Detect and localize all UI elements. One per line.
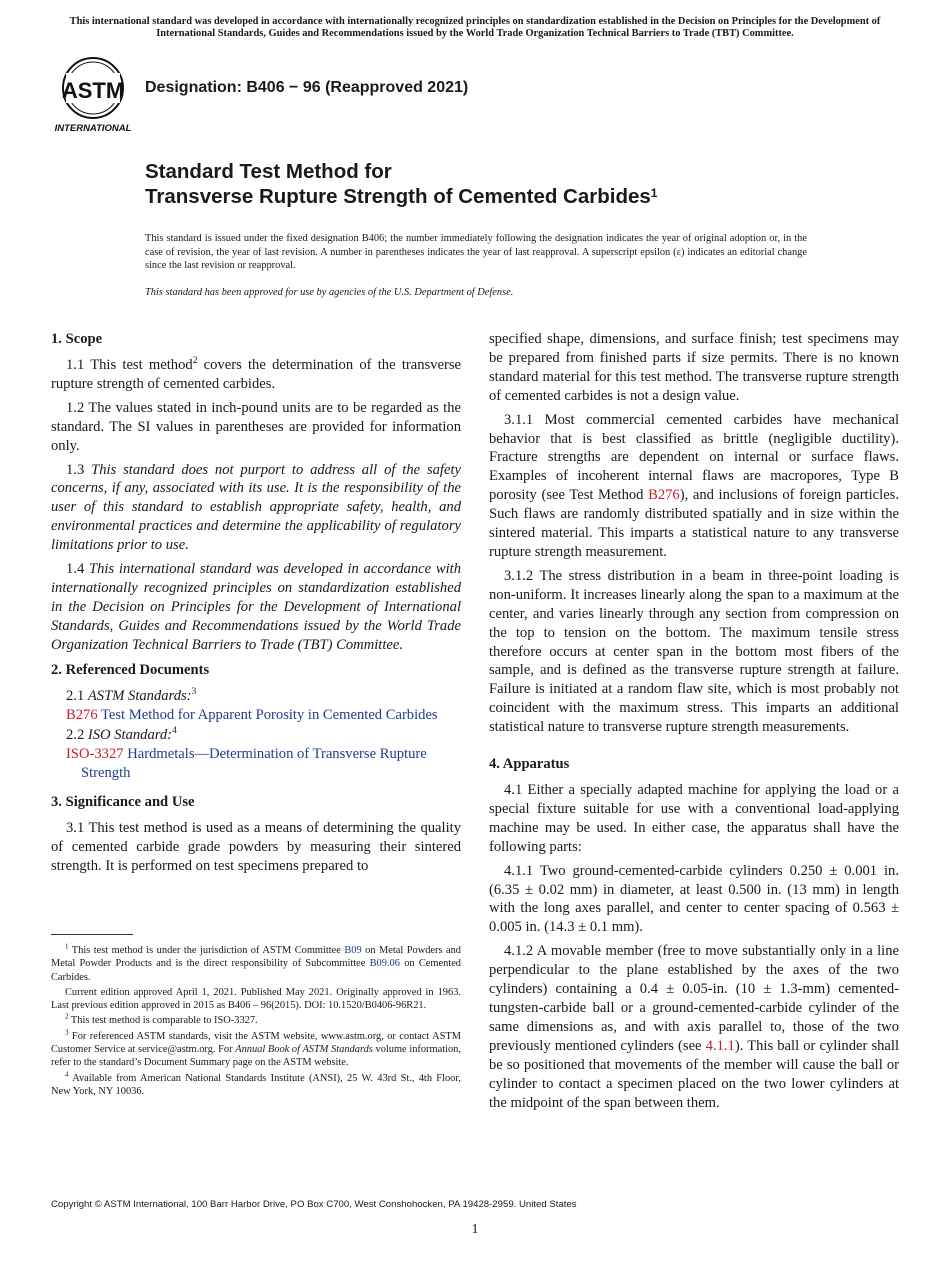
para-1-1-text-a: 1.1 This test method [66,357,193,373]
footnote-4-mark: 4 [65,1070,69,1079]
ref-iso-number: 2.2 [66,727,88,744]
footnote-ref-3: 3 [191,686,197,697]
footnote-2 [51,1014,461,1027]
para-3-1-1 [489,411,899,562]
footnote-1 [51,944,461,984]
footnote-ref-4: 4 [172,726,177,737]
astm-logo [52,56,134,134]
ref-b276-code-link[interactable]: B276 [66,706,98,723]
footnote-3-annual-book: Annual Book of ASTM Standards [235,1044,373,1056]
para-1-2: 1.2 The values stated in inch-pound units are to be regarded as the standard. The SI values in parentheses are provided for information only. [51,399,461,454]
para-4-1-2-text-a: 4.1.2 A movable member (free to move substantially only in a line perpendicular to the plane established by the axes of the two cylinders) containing a 0.4 ± 0.05-in. (10 ± 1.3-mm) cemented-tungsten-carbide ball or a ground-cemented-carbide cylinder of the same dimensions as, and with axis parallel to, those of the two previously mentioned cylinders (see [489,943,899,1054]
para-4-1-2 [489,942,899,1112]
ref-iso-3327-code-link[interactable]: ISO-3327 [66,746,124,763]
para-3-1: 3.1 This test method is used as a means of determining the quality of cemented carbide grade powders by measuring their sintered strength. It is performed on test specimens prepared to [51,820,461,874]
para-3-1-2: 3.1.2 The stress distribution in a beam in three-point loading is non-uniform. It increases linearly along the span to a maximum at the center, and varies linearly through any section from compression on the top to tension on the bottom. The maximum tensile stress therefore occurs at center span in the bottom most fibers of the sample, and is defined as the transverse rupture strength at failure. Failure is initiated at a random flaw site, which is most probably not coincident with the maximum stress. This imparts an additional statistical nature to transverse rupture strength measurements. [489,567,899,736]
footnote-ref-2: 2 [192,356,198,367]
footnote-1-text-a: This test method is under the jurisdiction of ASTM Committee [68,945,345,956]
committee-b09-link[interactable]: B09 [344,945,362,956]
document-title [145,159,657,209]
footnote-2-text: This test method is comparable to ISO-3327. [68,1015,258,1027]
footnote-3-text-a: For referenced ASTM standards, visit the ASTM website, www.astm.org, or contact ASTM Customer Service at service@astm.org. For [51,1030,461,1056]
para-4-1: 4.1 Either a specially adapted machine for applying the load or a special fixture suitable for use with a conventional load-applying machine may be used. In either case, the apparatus shall have the following parts: [489,782,899,855]
ref-astm-heading [51,687,461,706]
footnote-1-mark: 1 [65,942,69,951]
section-4-1-1-link[interactable]: 4.1.1 [705,1037,735,1054]
ref-iso-heading [51,726,461,745]
footnote-separator [51,934,133,935]
footnote-3-text-b: volume information, refer to the standard’s Document Summary page on the ASTM website. [51,1044,461,1069]
ref-iso-3327[interactable] [51,745,461,783]
para-1-1-text-b: covers the determination of the transverse rupture strength of cemented carbides. [51,357,461,392]
footnotes [51,944,461,1100]
left-column [51,330,461,881]
footnote-2-mark: 2 [65,1013,69,1022]
tbt-notice: This international standard was developed in accordance with internationally recognized principles on standardization established in the Decision on Principles for the Development of International Standards, Guides and Recommendations issued by the World Trade Organization Technical Barriers to Trade (TBT) Committee. [69,16,881,39]
subcommittee-b09-06-link[interactable]: B09.06 [369,958,400,970]
para-4-1-1: 4.1.1 Two ground-cemented-carbide cylinders 0.250 ± 0.001 in. (6.35 ± 0.02 mm) in diameter, at least 0.500 in. (13 mm) in length with the long axes parallel, and center to center spacing of 0.563 ± 0.005 in. (14.3 ± 0.1 mm). [489,862,899,936]
dod-approval-statement: This standard has been approved for use by agencies of the U.S. Department of Defense. [145,287,514,298]
footnote-1-edition: Current edition approved April 1, 2021. Published May 2021. Originally approved in 1963. Last previous edition approved in 2015 as B406 – 96(2015). DOI: 10.1520/B0406-96R21. [51,986,461,1012]
issuance-statement: This standard is issued under the fixed designation B406; the number immediately following the designation indicates the year of original adoption or, in the case of revision, the year of last revision. A number in parentheses indicates the year of last reapproval. A superscript epsilon (ε) indicates an editorial change since the last revision or reapproval. [145,233,807,271]
para-1-4 [51,560,461,655]
page-number: 1 [471,1222,479,1237]
para-1-3-number: 1.3 [66,461,92,478]
title-line-2 [145,184,657,209]
para-3-1-continued: specified shape, dimensions, and surface finish; test specimens may be prepared from finished parts if size permits. There is no known standard material for this test method. The transverse rupture strength of cemented carbides is not a design value. [489,331,899,404]
logo-caption: INTERNATIONAL [54,123,132,134]
para-1-4-text: This international standard was developed in accordance with internationally recognized principles on standardization established in the Decision on Principles for the Development of International Standards, Guides and Recommendations issued by the World Trade Organization Technical Barriers to Trade (TBT) Committee. [51,561,462,653]
footnote-4-text: Available from American National Standards Institute (ANSI), 25 W. 43rd St., 4th Floor, New York, NY 10036. [51,1072,461,1097]
section-apparatus-heading: 4. Apparatus [489,756,570,773]
right-column [489,330,899,1117]
footnote-4 [51,1072,461,1099]
ref-astm-number: 2.1 [66,687,88,704]
para-1-3-text: This standard does not purport to address all of the safety concerns, if any, associated with its use. It is the responsibility of the user of this standard to establish appropriate safety, health, and environmental practices and determine the applicability of regulatory limitations prior to use. [51,461,461,554]
footnote-3 [51,1030,461,1070]
ref-b276[interactable] [51,706,461,725]
section-significance-heading: 3. Significance and Use [51,794,195,811]
ref-iso-label: ISO Standard: [87,727,173,744]
para-4-1-2-text-b: ). This ball or cylinder shall be so positioned that movements of the member will cause the ball or cylinder to contact a specimen placed on the two lower cylinders at the midpoint of the span between them. [489,1037,900,1111]
ref-astm-label: ASTM Standards: [87,687,192,704]
title-line-2-text: Transverse Rupture Strength of Cemented Carbides [145,185,651,208]
title-line-1: Standard Test Method for [145,160,392,183]
footnote-3-mark: 3 [65,1028,69,1037]
para-3-1-1-text-b: ), and inclusions of foreign particles. Such flaws are randomly distributed spatially and in size within the sintered material. This imparts a statistical nature to any transverse rupture strength measurement. [489,487,900,560]
section-referenced-documents-heading: 2. Referenced Documents [51,661,210,678]
designation: Designation: B406 − 96 (Reapproved 2021) [145,79,469,96]
logo-letters: ASTM [61,78,125,103]
para-1-1 [51,356,461,394]
footnote-1-text-c: on Cemented Carbides. [51,958,462,983]
section-scope-heading: 1. Scope [51,331,103,347]
astm-logo-icon [52,56,134,134]
para-3-1-1-text-a: 3.1.1 Most commercial cemented carbides have mechanical behavior that is best classified as brittle (negligible ductility). Fracture strengths are dependent on internal or surface flaws. Examples of incoherent internal flaws are macropores, Type B porosity (see Test Method [489,411,899,504]
ref-iso-3327-title-link[interactable]: Hardmetals—Determination of Transverse Rupture Strength [81,746,427,782]
copyright-footer: Copyright © ASTM International, 100 Barr Harbor Drive, PO Box C700, West Conshohocken, PA 19428-2959. United States [51,1199,577,1210]
title-footnote-ref: 1 [650,186,658,200]
b276-inline-link[interactable]: B276 [648,487,680,504]
footnote-1-text-b: on Metal Powders and Metal Powder Products and is the direct responsibility of Subcommittee [51,945,461,970]
ref-b276-title-link[interactable]: Test Method for Apparent Porosity in Cemented Carbides [97,706,438,723]
para-1-3 [51,461,461,556]
para-1-4-number: 1.4 [66,561,90,578]
